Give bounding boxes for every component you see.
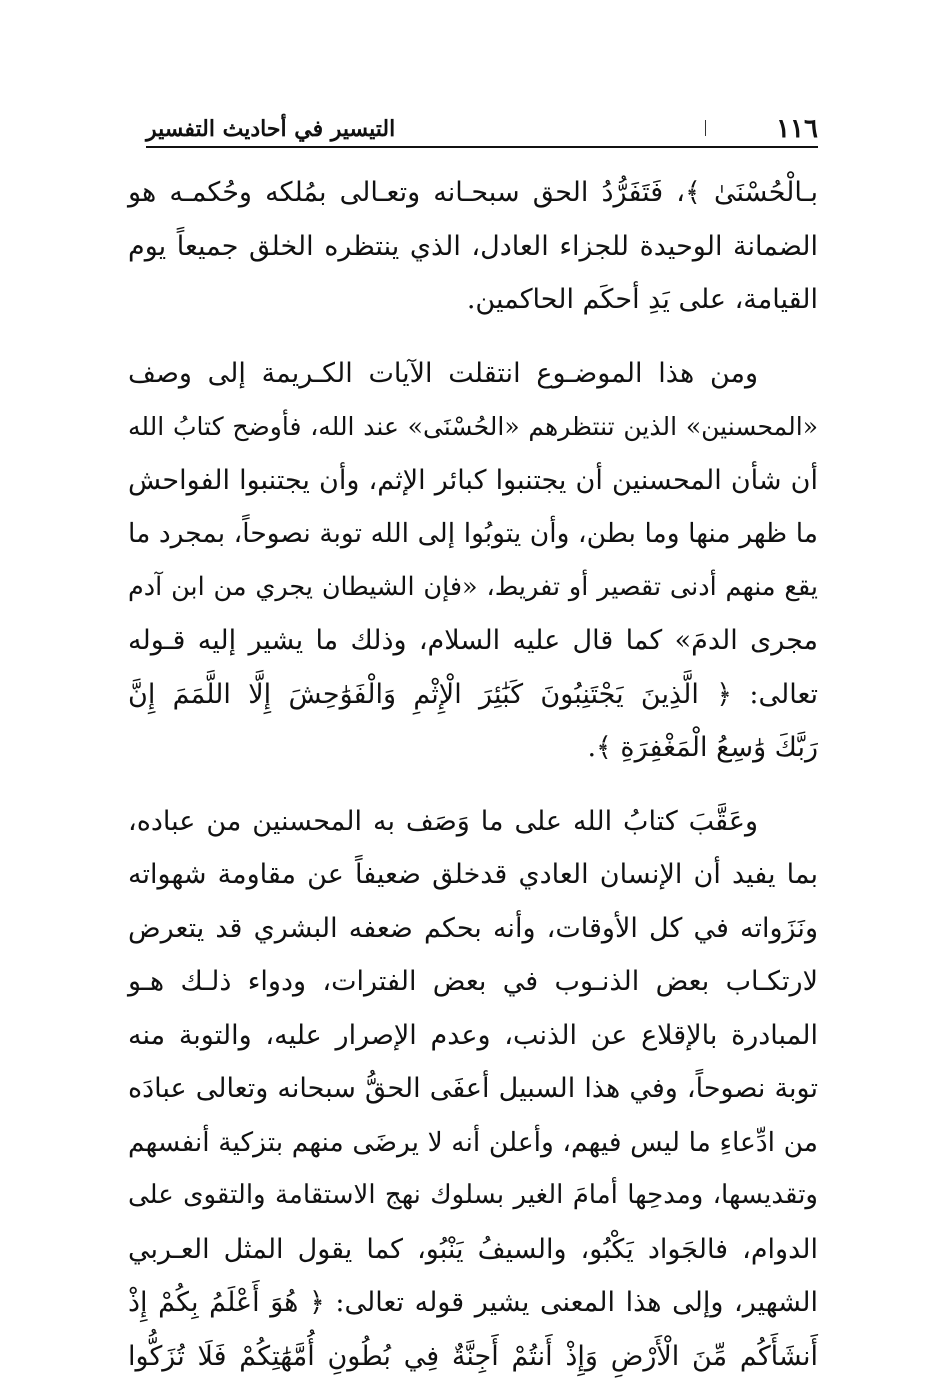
text-line: مجرى الدمَ» كما قال عليه السلام، وذلك ما يشير إليه قـوله	[128, 625, 818, 656]
text-line: ما ظهر منها وما بطن، وأن يتوبُوا إلى الله توبة نصوحاً، بمجرد ما	[128, 518, 818, 549]
text-line: «المحسنين» الذين تنتظرهم «الحُسْنَى» عند الله، فأوضح كتابُ الله	[128, 412, 818, 441]
text-line: الشهير، وإلى هذا المعنى يشير قوله تعالى: ﴿ هُوَ أَعْلَمُ بِكُمْ إِذْ	[128, 1287, 818, 1318]
paragraph-1	[128, 166, 818, 327]
text-line: القيامة، على يَدِ أحكَم الحاكمين.	[466, 284, 818, 315]
paragraph-gap	[128, 327, 818, 347]
text-line	[128, 347, 818, 401]
text-line: لارتكـاب بعض الذنـوب في بعض الفترات، ودواء ذلـك هـو	[128, 966, 818, 997]
text-line: الدوام، فالجَواد يَكْبُو، والسيفُ يَنْبُو، كما يقول المثل العـربي	[128, 1233, 818, 1265]
header-tick-mark	[705, 120, 706, 136]
paragraph-2	[128, 347, 818, 775]
text-line: بـالْحُسْنَىٰ ﴾، فَتَفَرُّدُ الحق سبحـانه وتعـالى بمُلكه وحُكمـه هو	[128, 177, 818, 208]
text-line-content: وعَقَّبَ كتابُ الله على ما وَصَف به المحسنين من عباده،	[128, 805, 758, 837]
text-line: من ادِّعاءِ ما ليس فيهم، وأعلن أنه لا يرضَى منهم بتزكية أنفسهم	[128, 1126, 818, 1158]
text-line: المبادرة بالإقلاع عن الذنب، وعدم الإصرار عليه، والتوبة منه	[128, 1019, 818, 1051]
header-rule	[146, 146, 818, 148]
paragraph-gap	[128, 775, 818, 795]
text-line: يقع منهم أدنى تقصير أو تفريط، «فإن الشيطان يجري من ابن آدم	[128, 571, 818, 602]
text-line: الضمانة الوحيدة للجزاء العادل، الذي ينتظره الخلق جميعاً يوم	[128, 230, 818, 262]
page-header	[146, 112, 818, 146]
text-line-content: ومن هذا الموضـوع انتقلت الآيات الكـريمة إلى وصف	[128, 357, 758, 389]
text-line: بما يفيد أن الإنسان العادي قدخلق ضعيفاً عن مقاومة شهواته	[128, 859, 818, 890]
body-text	[128, 166, 818, 1383]
text-line: ونَزَواته في كل الأوقات، وأنه بحكم ضعفه البشري قد يتعرض	[128, 912, 818, 944]
quran-verse-line: تعالى: ﴿ الَّذِينَ يَجْتَنِبُونَ كَبَٰئِرَ الْإِثْمِ وَالْفَوَٰحِشَ إِلَّا اللَّمَمَ إِنَّ	[128, 678, 818, 710]
text-line: وتقديسها، ومدحِها أمامَ الغير بسلوك نهج الاستقامة والتقوى على	[128, 1180, 818, 1210]
running-title: التيسير في أحاديث التفسير	[146, 116, 396, 142]
paragraph-3	[128, 795, 818, 1384]
quran-verse-line: أَنشَأَكُم مِّنَ الْأَرْضِ وَإِذْ أَنتُمْ أَجِنَّةٌ فِي بُطُونِ أُمَّهَٰتِكُمْ فَلَا تُزَكُّوا	[128, 1340, 818, 1372]
page-number: ١١٦	[776, 114, 818, 144]
quran-verse-line: رَبَّكَ وَٰسِعُ الْمَغْفِرَةِ ﴾.	[587, 732, 818, 763]
text-line: أن شأن المحسنين أن يجتنبوا كبائر الإثم، وأن يجتنبوا الفواحش	[128, 464, 818, 496]
text-line: توبة نصوحاً، وفي هذا السبيل أعفَى الحقُّ سبحانه وتعالى عبادَه	[128, 1073, 818, 1104]
text-line	[128, 795, 818, 849]
